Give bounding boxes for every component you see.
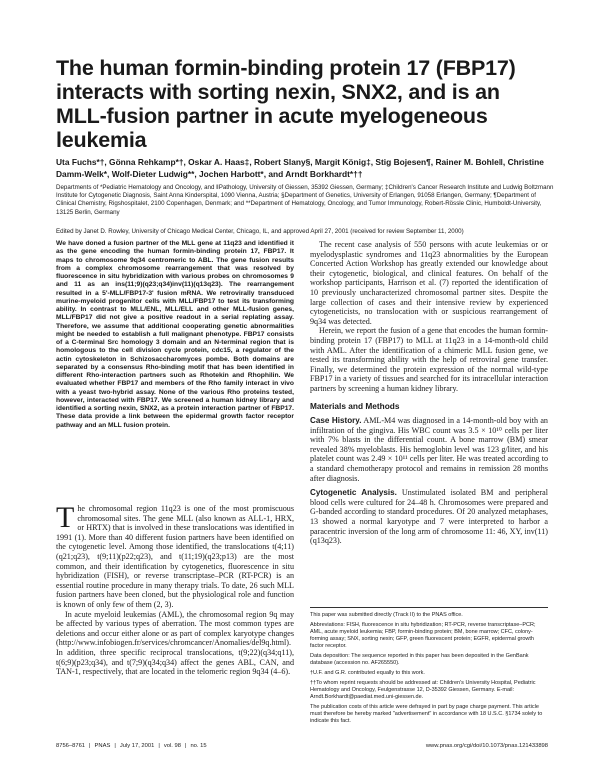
- section-heading-methods: Materials and Methods: [310, 400, 400, 411]
- footer-pages: 8756–8761: [56, 743, 86, 749]
- footer-date: July 17, 2001: [119, 743, 155, 749]
- footnote: Data deposition: The sequence reported in this paper has been deposited in the GenBank database (accession no. AF265550).: [310, 653, 529, 666]
- intro-paragraph-1-text: he chromosomal region 11q23 is one of the most promiscuous chromosomal sites. The gene MLL (also known as ALL-1, HRX, or HRTX) that is involved in these translocations was identified in 1991 (1). More than 40 different fusion partners have been identified on the cytogenetic level. Among those identified, the translocations t(4;11)(q21;q23), t(9;11)(p22;q23), and t(11;19)(q23;p13) are the most common, and their identification by cytogenetics, fluorescence in situ hybridization (FISH), or reverse transcriptase–PCR (RT-PCR) is an essential routine procedure in many therapy trials. To date, 26 such MLL fusion partners have been cloned, but the physiological role and function is known of only few of them (2, 3).: [56, 504, 294, 609]
- footnote: Abbreviations: FISH, fluorescence in situ hybridization; RT-PCR, reverse transcriptase–PCR; AML, acute myeloid leukemia; FBP, formin-binding protein; BM, bone marrow; CFC, colony-forming assay; SNX, sorting nexin; GFP, green fluorescent protein; EGFR, epidermal growth factor receptor.: [310, 622, 536, 649]
- footnote: ††To whom reprint requests should be addressed at: Children's University Hospital, Pediatric Hematology and Oncology, Feulgenstrasse 12, D-35392 Giessen, Germany. E-mail: Arndt.Borkhardt@paediat.med.uni-giessen.de.: [310, 680, 536, 700]
- case-history-paragraph: [310, 416, 548, 483]
- cytogenetic-text: Unstimulated isolated BM and peripheral blood cells were cultured for 24–48 h. Chromosomes were prepared and G-banded according to standard procedures. Of 20 analyzed metaphases, 13 showed a normal karyotype and 7 were interpreted to harbor a paracentric inversion of the long arm of chromosome 11: 46, XY, inv(11)(q13q23).: [310, 488, 548, 546]
- article-title: The human formin-binding protein 17 (FBP17) interacts with sorting nexin, SNX2, and is an MLL-fusion partner in acute myelogeneous leukemia: [56, 56, 516, 152]
- footer-doi-url[interactable]: www.pnas.org/cgi/doi/10.1073/pnas.121433898: [425, 743, 548, 749]
- footer-issue: no. 15: [190, 743, 207, 749]
- footer-journal: PNAS: [94, 743, 111, 749]
- footnotes: [310, 612, 548, 728]
- case-history-heading: Case History.: [310, 416, 362, 426]
- affiliations: Departments of *Pediatric Hematology and Oncology, and ‖Pathology, University of Giessen, 35392 Giessen, Germany; ‡Children's Cancer Research Institute and Ludwig Boltzmann Institute for Cytogenetic Diagnosis, Saint Anna Kinderspital, 1090 Vienna, Austria; §Department of Genetics, University of Erlangen, 91058 Erlangen, Germany; ¶Department of Clinical Chemistry, Rigshospitalet, 2100 Copenhagen, Denmark; and **Department of Hematology, Oncology, and Tumor Immunology, Robert-Rössle Clinic, Humboldt-University, 13125 Berlin, Germany: [56, 184, 554, 216]
- footer-citation: 8756–8761 | PNAS | July 17, 2001 | vol. 98 | no. 15: [56, 743, 207, 749]
- introduction: [56, 501, 294, 677]
- right-paragraph-1: The recent case analysis of 550 persons with acute leukemias or or myelodysplastic syndromes and 11q23 abnormalities by the European Concerted Action Workshop has greatly extended our knowledge about their cytogenetic, biological, and clinical features. On behalf of the workshop participants, Harrison et al. (7) reported the identification of 10 previously uncharacterized chromosomal partner sites. Despite the large collection of cases and their intensive review by experienced cytogeneticists, no translocation with or suspicious rearrangement of 9q34 was detected.: [310, 240, 548, 326]
- footer-volume: vol. 98: [163, 743, 181, 749]
- right-column: [310, 240, 548, 546]
- right-paragraph-2: Herein, we report the fusion of a gene that encodes the human formin-binding protein 17 (FBP17) to MLL at 11q23 in a 14-month-old child with AML. After the identification of a chimeric MLL fusion gene, we tested its transforming ability with the help of retroviral gene transfer. Finally, we determined the protein expression of the normal wild-type FBP17 in a variety of tissues and searched for its intracellular interaction partners by screening a human kidney library.: [310, 326, 548, 393]
- footnote: This paper was submitted directly (Track II) to the PNAS office.: [310, 612, 463, 618]
- intro-paragraph-1: [56, 501, 294, 610]
- cytogenetic-paragraph: [310, 488, 548, 546]
- page-footer: [56, 743, 548, 749]
- drop-cap: T: [56, 501, 75, 534]
- footnote: The publication costs of this article were defrayed in part by page charge payment. This article must therefore be hereby marked "advertisement" in accordance with 18 U.S.C. §1734 solely to indicate this fact.: [310, 704, 543, 724]
- footnote: †U.F. and G.R. contributed equally to this work.: [310, 670, 425, 676]
- abstract: We have doned a fusion partner of the MLL gene at 11q23 and identified it as the gene encoding the human formin-binding protein 17, FBP17. It maps to chromosome 9q34 centromeric to ABL. The gene fusion results from a complex chromosome rearrangement that was resolved by fluorescence in situ hybridization with various probes on chromosomes 9 and 11 as an ins(11;9)(q23;q34)inv(11)(q13q23). The rearrangement resulted in a 5'-MLL/FBP17-3' fusion mRNA. We retrovirally transduced murine-myeloid progenitor cells with MLL/FBP17 to test its transforming ability. In contrast to MLL/ENL, MLL/ELL and other MLL-fusion genes, MLL/FBP17 did not give a positive readout in a serial replating assay. Therefore, we assume that additional cooperating genetic abnormalities might be needed to establish a full malignant phenotype. FBP17 consists of a C-terminal Src homology 3 domain and an N-terminal region that is homologous to the cell division cycle protein, cdc15, a regulator of the actin cytoskeleton in Schizosaccharomyces pombe. Both domains are separated by a consensus Rho-binding motif that has been identified in different Rho-interaction partners such as Rhotekin and Rhophilin. We evaluated whether FBP17 and members of the Rho family interact in vivo with a yeast two-hybrid assay. None of the various Rho proteins tested, however, interacted with FBP17. We screened a human kidney library and identified a sorting nexin, SNX2, as a protein interaction partner of FBP17. These data provide a link between the epidermal growth factor receptor pathway and an MLL fusion protein.: [56, 240, 294, 429]
- intro-paragraph-2: In acute myeloid leukemias (AML), the chromosomal region 9q may be affected by various types of aberration. The most common types are deletions and occur either alone or as part of complex karyotype changes (http://www.infobiogen.fr/services/chromcancer/Anomalies/del9q.html). In addition, three specific reciprocal translocations, t(9;22)(q34;q11), t(6;9)(p23;q34), and t(7;9)(q34;q34) affect the genes ABL, CAN, and TAN-1, respectively, that are located in the telomeric region 9q34 (4–6).: [56, 609, 294, 677]
- case-history-text: AML-M4 was diagnosed in a 14-month-old boy with an infiltration of the gingiva. His WBC count was 3.5 × 10¹⁰ cells per liter with 7% blasts in the differential count. A bone marrow (BM) smear revealed 38% myeloblasts. His hemoglobin level was 123 g/liter, and his platelet count was 2.49 × 10¹¹ cells per liter. He was treated according to a standard chemotherapy protocol and remains in remission 28 months after diagnosis.: [310, 416, 548, 483]
- edited-by-line: Edited by Janet D. Rowley, University of Chicago Medical Center, Chicago, IL, and approved April 27, 2001 (received for review September 11, 2000): [56, 228, 464, 235]
- footnote-rule: [310, 607, 548, 608]
- cytogenetic-heading: Cytogenetic Analysis.: [310, 488, 397, 498]
- author-list: Uta Fuchs*†, Gönna Rehkamp*†, Oskar A. Haas‡, Robert Slany§, Margit König‡, Stig Bojesen¶, Rainer M. Bohle‖, Christine Damm-Welk*, Wolf-Dieter Ludwig**, Jochen Harbott*, and Arndt Borkhardt*††: [56, 157, 544, 179]
